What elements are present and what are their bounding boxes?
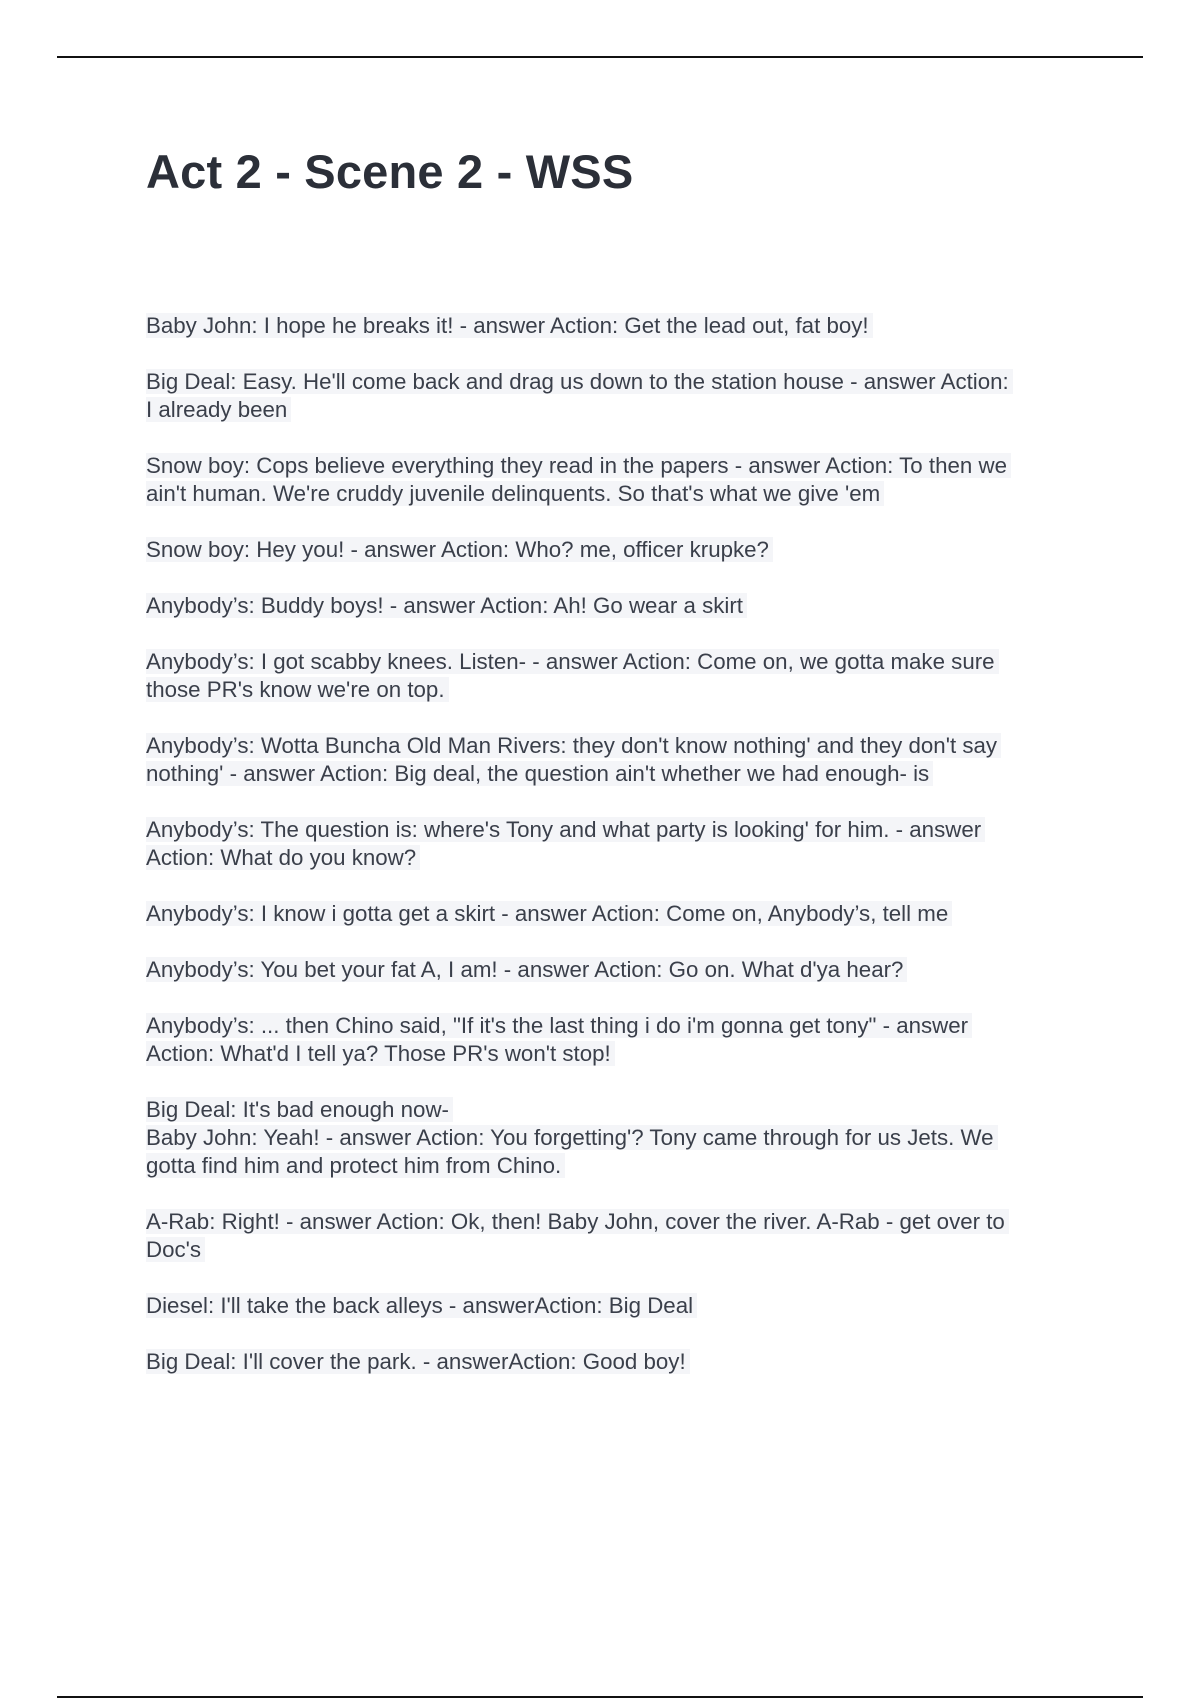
entry-line	[146, 312, 1086, 340]
entry-line-text: gotta find him and protect him from Chino.	[146, 1153, 565, 1178]
entry-line	[146, 1152, 1086, 1180]
qa-entry	[146, 312, 1086, 340]
qa-entry	[146, 956, 1086, 984]
entry-line	[146, 844, 1086, 872]
entry-line	[146, 1348, 1086, 1376]
qa-entry	[146, 648, 1086, 704]
entry-line-text: Anybody’s: Wotta Buncha Old Man Rivers: they don't know nothing' and they don't say	[146, 733, 1001, 758]
entry-line-text: those PR's know we're on top.	[146, 677, 449, 702]
entry-line	[146, 396, 1086, 424]
top-rule	[57, 56, 1143, 58]
entry-line-text: Anybody’s: You bet your fat A, I am! - answer Action: Go on. What d'ya hear?	[146, 957, 907, 982]
entry-line-text: Anybody’s: ... then Chino said, "If it's the last thing i do i'm gonna get tony" - answer	[146, 1013, 972, 1038]
qa-entry	[146, 368, 1086, 424]
entry-line	[146, 592, 1086, 620]
entry-line-text: Anybody’s: Buddy boys! - answer Action: Ah! Go wear a skirt	[146, 593, 747, 618]
entry-line-text: Baby John: Yeah! - answer Action: You forgetting'? Tony came through for us Jets. We	[146, 1125, 998, 1150]
entry-line	[146, 1040, 1086, 1068]
qa-entry	[146, 592, 1086, 620]
entry-line-text: Big Deal: Easy. He'll come back and drag us down to the station house - answer Action:	[146, 369, 1013, 394]
qa-entry	[146, 900, 1086, 928]
entry-line	[146, 1292, 1086, 1320]
qa-entries	[146, 312, 1086, 1404]
entry-line-text: Anybody’s: I got scabby knees. Listen- - answer Action: Come on, we gotta make sure	[146, 649, 999, 674]
entry-line-text: Doc's	[146, 1237, 205, 1262]
qa-entry	[146, 1012, 1086, 1068]
qa-entry	[146, 732, 1086, 788]
entry-line	[146, 368, 1086, 396]
entry-line-text: Action: What do you know?	[146, 845, 420, 870]
entry-line	[146, 956, 1086, 984]
entry-line	[146, 452, 1086, 480]
entry-line-text: nothing' - answer Action: Big deal, the question ain't whether we had enough- is	[146, 761, 933, 786]
entry-line-text: A-Rab: Right! - answer Action: Ok, then! Baby John, cover the river. A-Rab - get over to	[146, 1209, 1009, 1234]
entry-line	[146, 676, 1086, 704]
entry-line-text: Action: What'd I tell ya? Those PR's won't stop!	[146, 1041, 615, 1066]
entry-line-text: Anybody’s: I know i gotta get a skirt - answer Action: Come on, Anybody’s, tell me	[146, 901, 952, 926]
entry-line-text: I already been	[146, 397, 291, 422]
entry-line-text: Big Deal: I'll cover the park. - answerAction: Good boy!	[146, 1349, 690, 1374]
entry-line	[146, 900, 1086, 928]
entry-line	[146, 760, 1086, 788]
bottom-rule	[57, 1696, 1143, 1698]
qa-entry	[146, 452, 1086, 508]
entry-line-text: Big Deal: It's bad enough now-	[146, 1097, 453, 1122]
qa-entry	[146, 536, 1086, 564]
entry-line	[146, 1012, 1086, 1040]
entry-line-text: ain't human. We're cruddy juvenile delinquents. So that's what we give 'em	[146, 481, 884, 506]
qa-entry	[146, 816, 1086, 872]
qa-entry	[146, 1096, 1086, 1180]
entry-line	[146, 1208, 1086, 1236]
entry-line	[146, 1236, 1086, 1264]
document-title: Act 2 - Scene 2 - WSS	[146, 145, 634, 198]
entry-line	[146, 816, 1086, 844]
entry-line	[146, 648, 1086, 676]
qa-entry	[146, 1292, 1086, 1320]
entry-line	[146, 1096, 1086, 1124]
entry-line	[146, 732, 1086, 760]
entry-line-text: Anybody’s: The question is: where's Tony and what party is looking' for him. - answer	[146, 817, 985, 842]
qa-entry	[146, 1348, 1086, 1376]
entry-line	[146, 536, 1086, 564]
qa-entry	[146, 1208, 1086, 1264]
entry-line-text: Snow boy: Cops believe everything they read in the papers - answer Action: To then we	[146, 453, 1011, 478]
entry-line-text: Snow boy: Hey you! - answer Action: Who? me, officer krupke?	[146, 537, 773, 562]
entry-line	[146, 480, 1086, 508]
entry-line-text: Diesel: I'll take the back alleys - answerAction: Big Deal	[146, 1293, 697, 1318]
entry-line-text: Baby John: I hope he breaks it! - answer Action: Get the lead out, fat boy!	[146, 313, 873, 338]
entry-line	[146, 1124, 1086, 1152]
